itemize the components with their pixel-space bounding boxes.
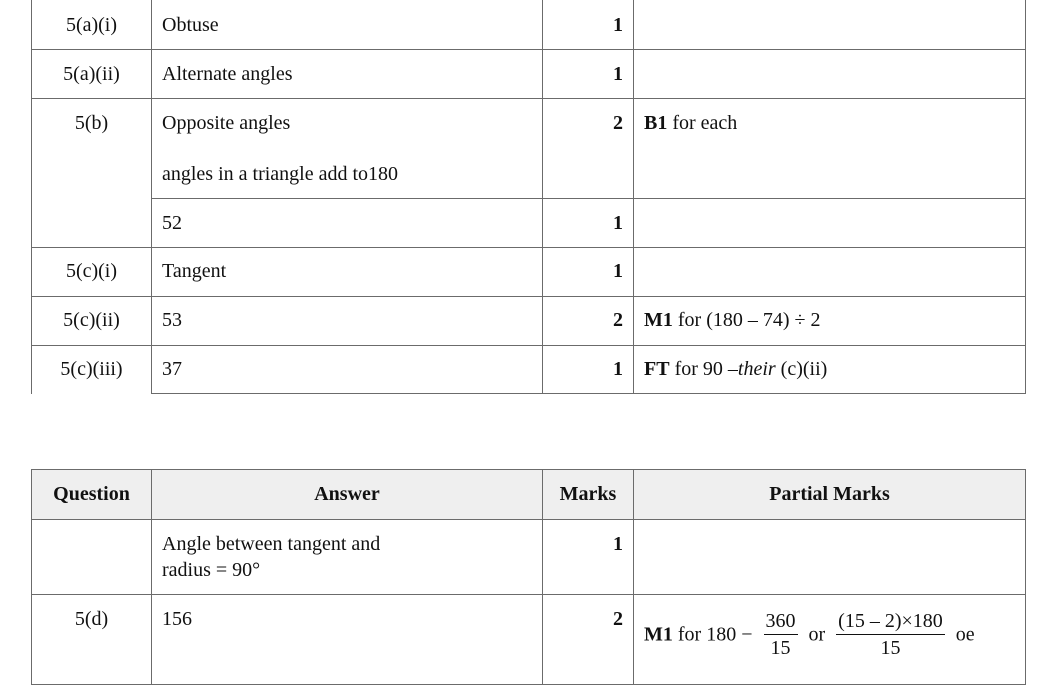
- answer-line: Opposite angles: [162, 112, 291, 134]
- mark-code: M1: [644, 309, 673, 331]
- partial-marks-cell: [634, 50, 1026, 99]
- mark-scheme-table-lower: [31, 469, 1026, 685]
- table-row: [32, 50, 1026, 99]
- mark-code: FT: [644, 358, 670, 380]
- partial-marks-cell: [634, 520, 1026, 595]
- answer-line: radius = 90°: [162, 559, 261, 581]
- table-row: [32, 346, 1026, 394]
- marks-cell: 1: [543, 346, 634, 394]
- marks-cell: 1: [543, 0, 634, 50]
- fraction: [836, 609, 945, 660]
- partial-text: for 90 –: [669, 358, 738, 380]
- partial-text: for 180 −: [672, 623, 753, 646]
- marks-cell: 2: [543, 595, 634, 685]
- table-row: [32, 595, 1026, 685]
- marks-cell: 1: [543, 50, 634, 99]
- table-row: [32, 199, 1026, 248]
- answer-cell: 37: [152, 346, 543, 394]
- fraction: [764, 609, 798, 660]
- fraction-numerator: 360: [764, 609, 798, 635]
- answer-cell: Obtuse: [152, 0, 543, 50]
- partial-marks-cell: [634, 199, 1026, 248]
- column-header-marks: Marks: [543, 470, 634, 520]
- column-header-answer: Answer: [152, 470, 543, 520]
- mark-code: M1: [644, 623, 673, 646]
- partial-text-italic: their: [737, 358, 776, 380]
- marks-cell: 2: [543, 297, 634, 346]
- answer-cell: 53: [152, 297, 543, 346]
- question-cell: [32, 520, 152, 595]
- partial-text: (c)(ii): [775, 358, 828, 380]
- question-cell: 5(b): [32, 99, 152, 248]
- fraction-numerator: (15 – 2)×180: [836, 609, 945, 635]
- fraction-denominator: 15: [770, 637, 791, 659]
- table-row: [32, 0, 1026, 50]
- partial-text: for each: [667, 112, 738, 134]
- partial-marks-cell: [634, 346, 1026, 394]
- marks-cell: 2: [543, 99, 634, 199]
- table-row: [32, 297, 1026, 346]
- partial-marks-cell: [634, 0, 1026, 50]
- question-cell: 5(a)(i): [32, 0, 152, 50]
- partial-marks-expression: [644, 609, 1015, 660]
- question-cell: 5(a)(ii): [32, 50, 152, 99]
- answer-line: Angle between tangent and: [162, 533, 381, 555]
- table-header-row: [32, 470, 1026, 520]
- question-cell: 5(c)(ii): [32, 297, 152, 346]
- oe-text: oe: [955, 623, 975, 646]
- table-row: [32, 99, 1026, 199]
- partial-marks-cell: [634, 595, 1026, 685]
- answer-cell: [152, 99, 543, 199]
- partial-marks-cell: [634, 248, 1026, 297]
- table-row: [32, 248, 1026, 297]
- column-header-partial-marks: Partial Marks: [634, 470, 1026, 520]
- question-cell: 5(c)(iii): [32, 346, 152, 394]
- answer-cell: 52: [152, 199, 543, 248]
- answer-cell: [152, 520, 543, 595]
- question-cell: 5(d): [32, 595, 152, 685]
- column-header-question: Question: [32, 470, 152, 520]
- fraction-denominator: 15: [880, 637, 901, 659]
- partial-marks-cell: [634, 297, 1026, 346]
- marks-cell: 1: [543, 248, 634, 297]
- table-row: [32, 520, 1026, 595]
- answer-cell: Alternate angles: [152, 50, 543, 99]
- marks-cell: 1: [543, 520, 634, 595]
- answer-line: angles in a triangle add to180: [162, 163, 399, 185]
- answer-cell: 156: [152, 595, 543, 685]
- mark-code: B1: [644, 112, 668, 134]
- partial-text: for (180 – 74) ÷ 2: [672, 309, 821, 331]
- or-text: or: [808, 623, 826, 646]
- marks-cell: 1: [543, 199, 634, 248]
- partial-marks-cell: [634, 99, 1026, 199]
- answer-cell: Tangent: [152, 248, 543, 297]
- question-cell: 5(c)(i): [32, 248, 152, 297]
- mark-scheme-table-upper: [31, 0, 1026, 394]
